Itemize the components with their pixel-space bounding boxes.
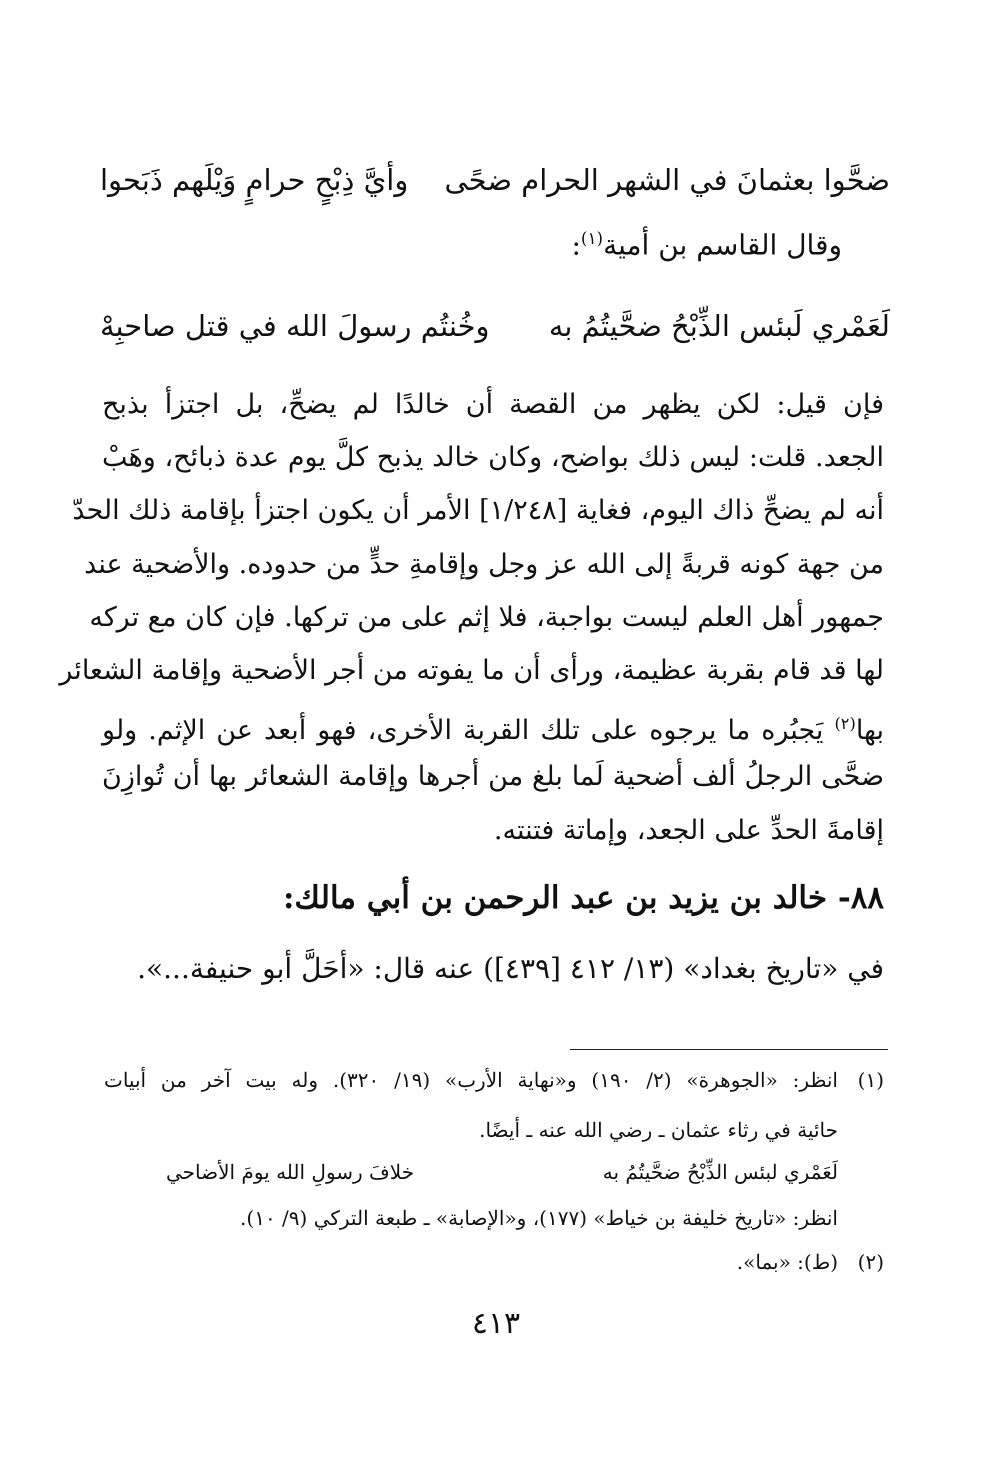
verse-1-first-hemistich: ضحَّوا بعثمانَ في الشهر الحرام ضحًى xyxy=(444,163,890,197)
paragraph-fragment: يَجبُره ما يرجوه على تلك القربة الأخرى، فهو أبعد عن الإثم. ولو xyxy=(102,715,835,747)
footnote-2 xyxy=(104,1250,884,1274)
poem-verse-2 xyxy=(100,296,890,356)
paragraph-line: ضحَّى الرجلُ ألف أضحية لَما بلغ من أجرها وإقامة الشعائر بها أن تُوازِنَ xyxy=(102,761,884,793)
paragraph-line xyxy=(102,697,884,750)
intro-text: وقال القاسم بن أمية xyxy=(603,228,842,262)
footnote-ref-2: (٢) xyxy=(834,714,856,734)
verse-2-second-hemistich: وخُنتُم رسولَ الله في قتل صاحبِهْ xyxy=(100,309,490,343)
footnote-verse-first-hemistich: لَعَمْري لبئس الذِّبْحُ ضحَّيتُمُ به xyxy=(602,1160,838,1184)
verse-1-second-hemistich: وأيَّ ذِبْحٍ حرامٍ وَيْلَهم ذَبَحوا xyxy=(100,163,409,197)
footnote-1-verse xyxy=(166,1160,838,1184)
footnote-divider xyxy=(570,1049,888,1050)
paragraph-line: الجعد. قلت: ليس ذلك بواضح، وكان خالد يذبح كلَّ يوم عدة ذبائح، وهَبْ xyxy=(102,442,884,474)
poem-verse-1 xyxy=(100,150,890,210)
paragraph-line: من جهة كونه قربةً إلى الله عز وجل وإقامةِ حدٍّ من حدوده. والأضحية عند xyxy=(84,548,884,580)
verse-2-first-hemistich: لَعَمْري لَبئس الذِّبْحُ ضحَّيتُمُ به xyxy=(548,309,890,343)
footnote-verse-second-hemistich: خلافَ رسولِ الله يومَ الأضاحي xyxy=(166,1160,415,1184)
paragraph-line: جمهور أهل العلم ليست بواجبة، فلا إثم على من تركها. فإن كان مع تركه xyxy=(89,601,884,633)
footnote-1-line: انظر: «تاريخ خليفة بن خياط» (١٧٧)، و«الإصابة» ـ طبعة التركي (٩/ ١٠). xyxy=(240,1206,838,1230)
footnote-1-line: حائية في رثاء عثمان ـ رضي الله عنه ـ أيضًا. xyxy=(479,1118,838,1142)
entry-heading: ٨٨- خالد بن يزيد بن عبد الرحمن بن أبي مالك: xyxy=(282,880,884,916)
footnote-ref-1: (١) xyxy=(580,228,604,248)
paragraph-line: أنه لم يضحِّ ذاك اليوم، فغاية [١/٢٤٨] الأمر أن يكون اجتزأ بإقامة ذلك الحدّ xyxy=(72,495,884,527)
paragraph-fragment: بها xyxy=(855,715,884,747)
paragraph-line: إقامةَ الحدِّ على الجعد، وإماتة فتنته. xyxy=(493,814,884,846)
source-line: في «تاريخ بغداد» (١٣/ ٤١٢ [٤٣٩]) عنه قال: «أحَلَّ أبو حنيفة...». xyxy=(137,952,884,985)
footnote-2-text: (ط): «بما». xyxy=(736,1250,838,1274)
verse-2-intro xyxy=(62,228,842,261)
intro-colon: : xyxy=(571,228,581,262)
footnote-1-number: (١) xyxy=(857,1068,884,1092)
paragraph-line: لها قد قام بقربة عظيمة، ورأى أن ما يفوته من أجر الأضحية وإقامة الشعائر xyxy=(59,654,884,686)
paragraph-line: فإن قيل: لكن يظهر من القصة أن خالدًا لم يضحِّ، بل اجتزأ بذبح xyxy=(102,389,884,420)
footnote-1 xyxy=(104,1068,884,1092)
footnote-1-line: انظر: «الجوهرة» (٢/ ١٩٠) و«نهاية الأرب» (١٩/ ٣٢٠). وله بيت آخر من أبيات xyxy=(104,1068,838,1092)
page-number: ٤١٣ xyxy=(471,1306,521,1341)
footnote-2-number: (٢) xyxy=(857,1250,884,1274)
body-paragraph xyxy=(59,378,884,857)
